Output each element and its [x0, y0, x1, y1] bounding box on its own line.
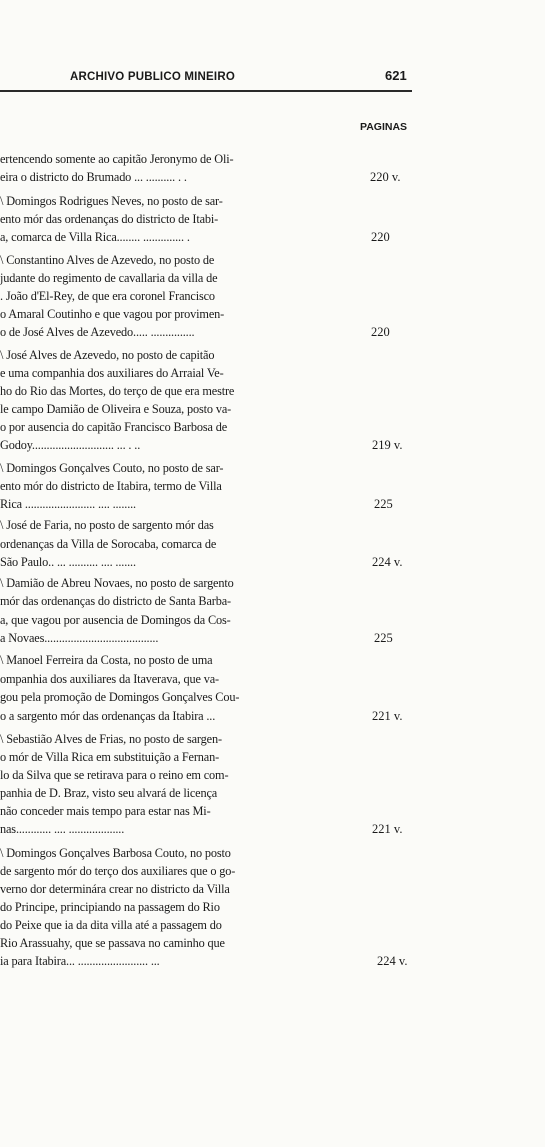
- text-line: ento mór do districto de Itabira, termo de Villa: [0, 479, 222, 493]
- text-line: . João d'El-Rey, de que era coronel Francisco: [0, 289, 215, 303]
- page-reference: 221 v.: [372, 709, 403, 723]
- text-line: ordenanças da Villa de Sorocaba, comarca de: [0, 537, 217, 551]
- page-reference: 224 v.: [377, 954, 408, 968]
- text-line: do Peixe que ia da dita villa até a passagem do: [0, 918, 222, 932]
- text-line: Rio Arassuahy, que se passava no caminho que: [0, 936, 225, 950]
- text-line: do Principe, principiando na passagem do Rio: [0, 900, 220, 914]
- text-line: gou pela promoção de Domingos Gonçalves Cou-: [0, 690, 240, 704]
- text-line: \ Manoel Ferreira da Costa, no posto de uma: [0, 653, 213, 667]
- text-line: nas............ .... ...................: [0, 822, 125, 836]
- text-line: mór das ordenanças do districto de Santa Barba-: [0, 594, 231, 608]
- text-line: le campo Damião de Oliveira e Souza, posto va-: [0, 402, 232, 416]
- running-header-title: ARCHIVO PUBLICO MINEIRO: [70, 71, 235, 83]
- text-line: \ Damião de Abreu Novaes, no posto de sargento: [0, 576, 234, 590]
- text-line: a Novaes.......................................: [0, 631, 159, 645]
- text-line: de sargento mór do terço dos auxiliares que o go-: [0, 864, 236, 878]
- text-line: o de José Alves de Azevedo..... ...............: [0, 325, 195, 339]
- text-line: lo da Silva que se retirava para o reino em com-: [0, 768, 229, 782]
- text-line: a, que vagou por ausencia de Domingos da Cos-: [0, 613, 231, 627]
- text-line: São Paulo.. ... .......... .... .......: [0, 555, 136, 569]
- page-reference: 220: [371, 230, 390, 244]
- text-line: o a sargento mór das ordenanças da Itabira ...: [0, 709, 216, 723]
- text-line: Rica ........................ .... ........: [0, 497, 136, 511]
- text-line: \ Constantino Alves de Azevedo, no posto de: [0, 253, 215, 267]
- page-reference: 220 v.: [370, 170, 401, 184]
- text-line: ertencendo somente ao capitão Jeronymo de Oli-: [0, 152, 234, 166]
- text-line: judante do regimento de cavallaria da villa de: [0, 271, 218, 285]
- page-reference: 220: [371, 325, 390, 339]
- page-reference: 219 v.: [372, 438, 403, 452]
- text-line: \ Sebastião Alves de Frias, no posto de sargen-: [0, 732, 222, 746]
- header-rule: [0, 90, 412, 92]
- text-line: o Amaral Coutinho e que vagou por provimen-: [0, 307, 225, 321]
- text-line: \ Domingos Gonçalves Barbosa Couto, no posto: [0, 846, 231, 860]
- paginas-column-label: PAGINAS: [360, 121, 408, 133]
- text-line: o mór de Villa Rica em substituição a Fernan-: [0, 750, 220, 764]
- page-reference: 225: [374, 631, 393, 645]
- text-line: ento mór das ordenanças do districto de Itabi-: [0, 212, 219, 226]
- text-line: \ Domingos Gonçalves Couto, no posto de sar-: [0, 461, 224, 475]
- text-line: \ Domingos Rodrigues Neves, no posto de sar-: [0, 194, 223, 208]
- text-line: não conceder mais tempo para estar nas Mi-: [0, 804, 211, 818]
- text-line: eira o districto do Brumado ... .......... . .: [0, 170, 187, 184]
- text-line: ia para Itabira... ........................ ...: [0, 954, 160, 968]
- text-line: e uma companhia dos auxiliares do Arraial Ve-: [0, 366, 224, 380]
- text-line: \ José Alves de Azevedo, no posto de capitão: [0, 348, 215, 362]
- text-line: a, comarca de Villa Rica........ .............. .: [0, 230, 190, 244]
- text-line: verno dor determinára crear no districto da Villa: [0, 882, 230, 896]
- page-number: 621: [385, 68, 407, 83]
- text-line: panhia de D. Braz, visto seu alvará de licença: [0, 786, 218, 800]
- text-line: \ José de Faria, no posto de sargento mór das: [0, 518, 214, 532]
- text-line: ho do Rio das Mortes, do terço de que era mestre: [0, 384, 235, 398]
- page-reference: 224 v.: [372, 555, 403, 569]
- text-line: Godoy............................ ... . ..: [0, 438, 141, 452]
- text-line: o por ausencia do capitão Francisco Barbosa de: [0, 420, 227, 434]
- page-reference: 225: [374, 497, 393, 511]
- text-line: ompanhia dos auxiliares da Itaverava, que va-: [0, 672, 219, 686]
- page-reference: 221 v.: [372, 822, 403, 836]
